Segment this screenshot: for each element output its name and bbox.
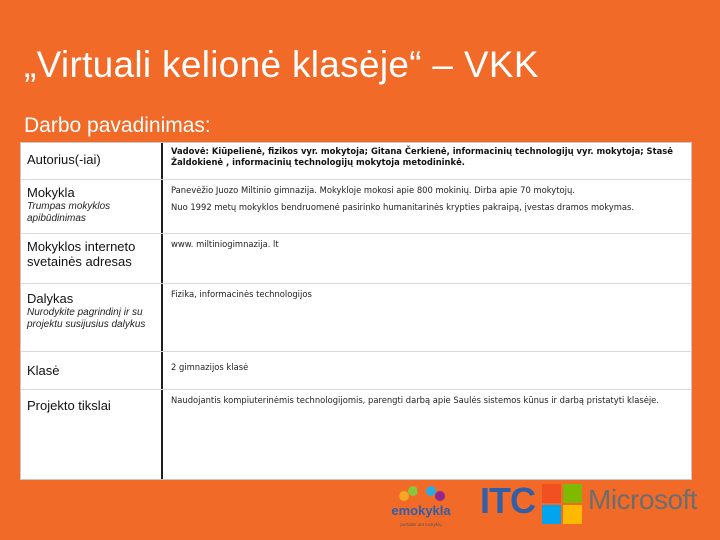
row-label (27, 185, 157, 225)
value-text: Naudojantis kompiuterinėmis technologijomis, parengti darbą apie Saulės sistemos kūnus ir darbą pristatyti klasėje. (171, 395, 659, 405)
table-row-class (21, 351, 691, 390)
row-label (27, 152, 157, 167)
table-row-goals (21, 389, 691, 479)
row-label (27, 239, 157, 269)
label-text: Autorius(-iai) (27, 152, 101, 167)
row-value (171, 185, 683, 213)
label-text: Mokykla (27, 185, 75, 200)
value-text: Fizika, informacinės technologijos (171, 289, 312, 299)
itc-logo: ITC (480, 480, 535, 521)
table-row-school (21, 179, 691, 234)
value-text: Vadovė: Kiūpelienė, fizikos vyr. mokytoja; Gitana Čerkienė, informacinių technologijų vyr. mokytoja; Stasė Žaldokienė , informacinių technologijų mokytoja metodininkė. (171, 146, 673, 167)
row-value[interactable] (171, 239, 683, 250)
microsoft-wordmark: Microsoft (588, 484, 698, 515)
label-text: Klasė (27, 363, 60, 378)
value-text: 2 gimnazijos klasė (171, 362, 249, 372)
row-value (171, 289, 683, 300)
microsoft-windows-icon (542, 484, 582, 524)
value-text: Panevėžio Juozo Miltinio gimnazija. Mokykloje mokosi apie 800 mokinių. Dirba apie 70 mokytojų. (171, 185, 575, 195)
slide-subtitle: Darbo pavadinimas: (24, 114, 211, 137)
table-row-authors (21, 143, 691, 180)
label-hint: Nurodykite pagrindinį ir su projektu susijusius dalykus (27, 307, 146, 330)
project-info-table (20, 142, 692, 480)
emokykla-logo (380, 482, 462, 532)
row-label (27, 363, 157, 378)
row-value (171, 146, 683, 168)
row-value (171, 395, 683, 406)
label-text: Projekto tikslai (27, 398, 111, 413)
table-row-website (21, 233, 691, 284)
label-text: Dalykas (27, 291, 74, 306)
emokykla-tagline: portalas ant mokyklų (400, 522, 442, 527)
slide-title: „Virtuali kelionė klasėje“ – VKK (24, 44, 539, 85)
row-value (171, 362, 683, 373)
label-hint: Trumpas mokyklos apibūdinimas (27, 201, 111, 224)
website-link[interactable]: www. miltiniogimnazija. lt (171, 239, 279, 249)
sponsor-logos (360, 478, 720, 540)
row-label (27, 398, 157, 413)
row-label (27, 291, 157, 331)
emokykla-wordmark: emokykla (391, 503, 451, 518)
label-text: Mokyklos interneto svetainės adresas (27, 239, 136, 269)
table-row-subject (21, 283, 691, 352)
value-text-secondary: Nuo 1992 metų mokyklos bendruomenė pasirinko humanitarinės krypties pakraipą, įvestas dramos mokymas. (171, 202, 635, 212)
